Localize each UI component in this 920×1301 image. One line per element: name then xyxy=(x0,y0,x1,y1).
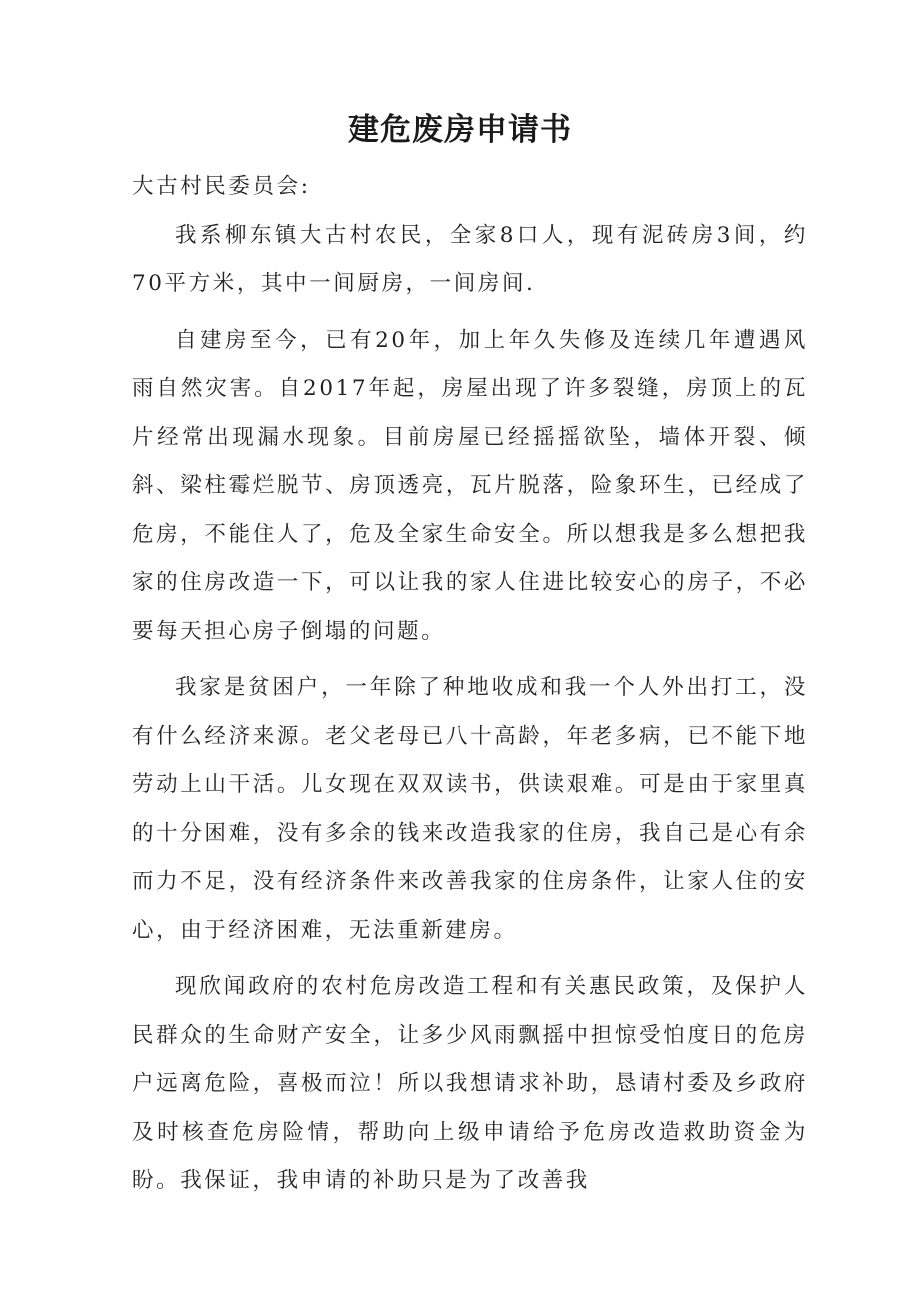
document-title: 建危废房申请书 xyxy=(348,112,572,148)
paragraph-family-hardship: 我家是贫困户，一年除了种地收成和我一个人外出打工，没有什么经济来源。老父老母已八十高龄，年老多病，已不能下地劳动上山干活。儿女现在双双读书，供读艰难。可是由于家里真的十分困难，没有多余的钱来改造我家的住房，我自己是心有余而力不足，没有经济条件来改善我家的住房条件，让家人住的安心，由于经济困难，无法重新建房。 xyxy=(132,675,808,943)
paragraph-household: 我系柳东镇大古村农民，全家8口人，现有泥砖房3间，约70平方米，其中一间厨房，一间房间. xyxy=(132,222,808,296)
paragraph-house-condition: 自建房至今，已有20年，加上年久失修及连续几年遭遇风雨自然灾害。自2017年起，房屋出现了许多裂缝，房顶上的瓦片经常出现漏水现象。目前房屋已经摇摇欲坠，墙体开裂、倾斜、梁柱霉烂脱节、房顶透亮，瓦片脱落，险象环生，已经成了危房，不能住人了，危及全家生命安全。所以想我是多么想把我家的住房改造一下，可以让我的家人住进比较安心的房子，不必要每天担心房子倒塌的问题。 xyxy=(132,327,808,644)
paragraph-request: 现欣闻政府的农村危房改造工程和有关惠民政策，及保护人民群众的生命财产安全，让多少风雨飘摇中担惊受怕度日的危房户远离危险，喜极而泣！所以我想请求补助，恳请村委及乡政府及时核查危房险情，帮助向上级申请给予危房改造救助资金为盼。我保证，我申请的补助只是为了改善我 xyxy=(132,974,808,1193)
salutation: 大古村民委员会: xyxy=(132,174,311,199)
document-body xyxy=(132,163,808,1214)
